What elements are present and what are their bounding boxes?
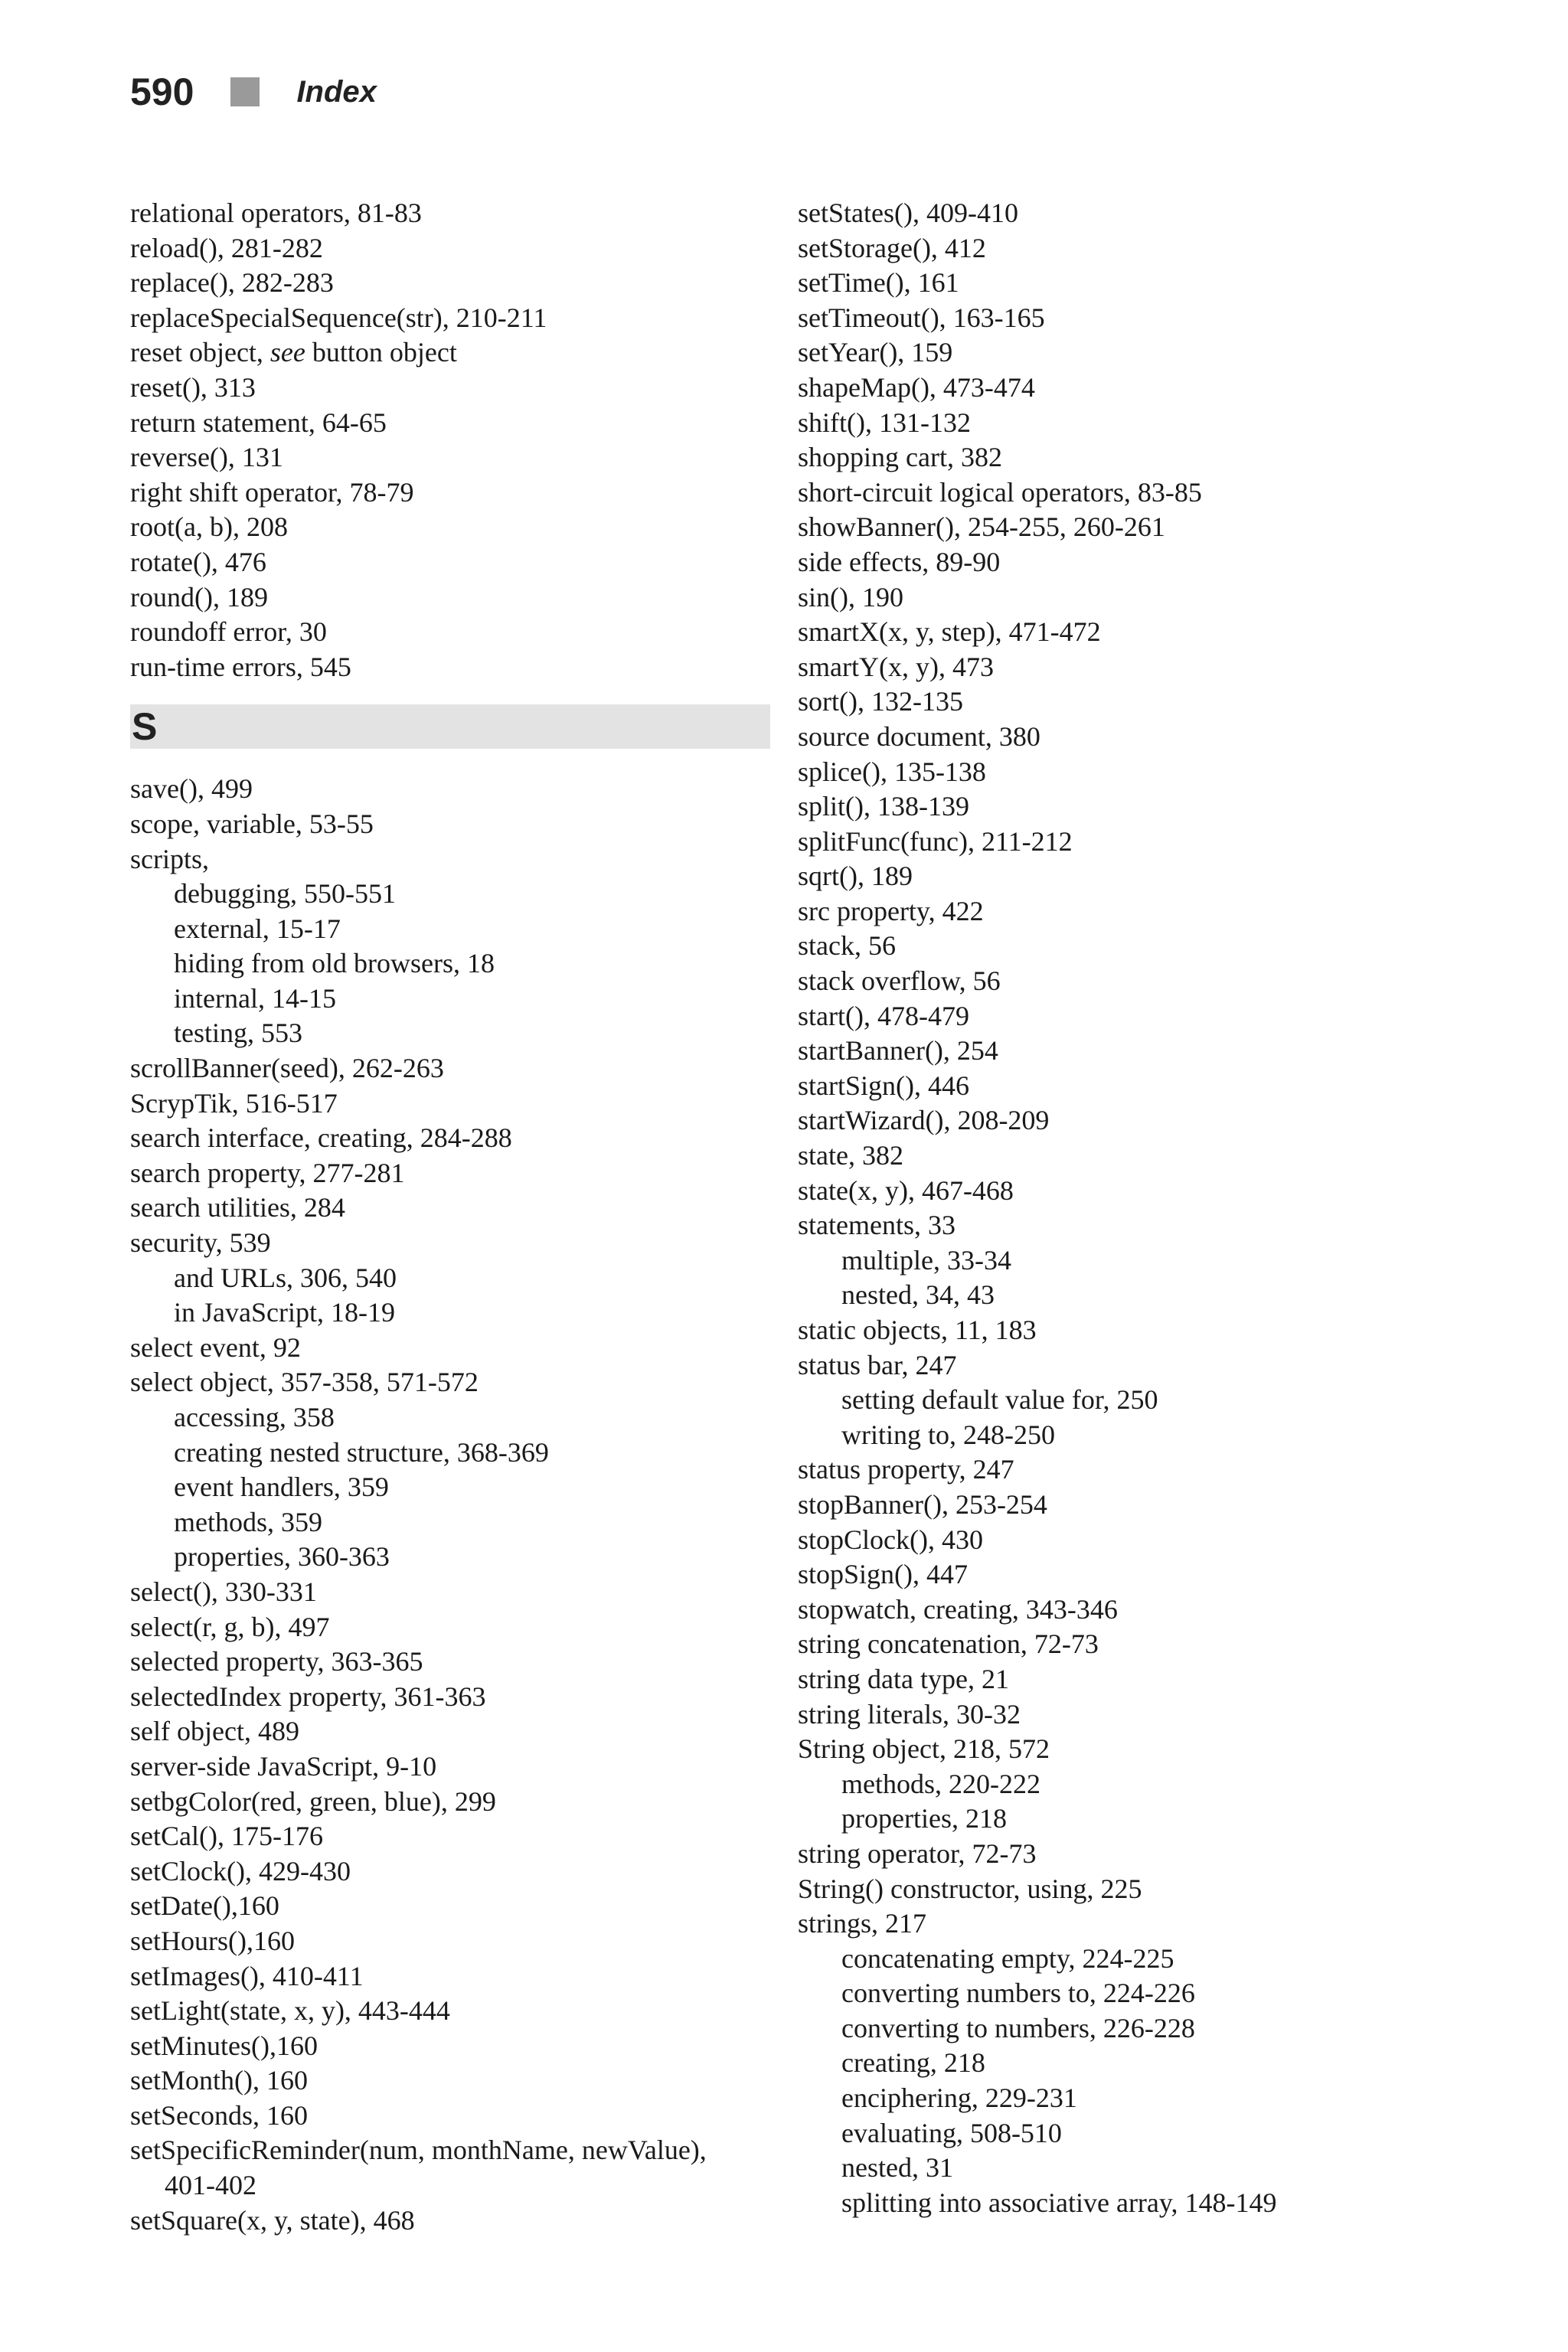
index-entry: source document, 380 <box>798 720 1040 752</box>
index-entry: selected property, 363-365 <box>130 1646 423 1677</box>
index-entry: shapeMap(), 473-474 <box>798 371 1035 403</box>
index-entry: split(), 138-139 <box>798 791 969 822</box>
entry-list <box>798 196 1438 2220</box>
index-entry: search interface, creating, 284-288 <box>130 1122 512 1154</box>
index-entry: stack, 56 <box>798 930 896 962</box>
index-entry: select(r, g, b), 497 <box>130 1611 330 1642</box>
index-entry: select event, 92 <box>130 1331 301 1363</box>
index-entry: smartX(x, y, step), 471-472 <box>798 616 1101 648</box>
index-entry: run-time errors, 545 <box>130 651 351 682</box>
running-head: Index <box>296 74 377 109</box>
index-entry: showBanner(), 254-255, 260-261 <box>798 511 1165 543</box>
index-column-right <box>798 196 1438 2220</box>
index-entry: splitFunc(func), 211-212 <box>798 825 1073 857</box>
index-subentry: testing, 553 <box>174 1018 302 1049</box>
index-entry: root(a, b), 208 <box>130 511 288 543</box>
index-subentry: internal, 14-15 <box>174 982 336 1014</box>
index-entry: setSeconds, 160 <box>130 2099 308 2131</box>
index-subentry: external, 15-17 <box>174 913 341 944</box>
index-entry: status property, 247 <box>798 1454 1014 1485</box>
index-entry: setYear(), 159 <box>798 337 953 368</box>
page-header <box>130 67 377 116</box>
index-subentry: creating, 218 <box>841 2047 985 2079</box>
index-entry: stopwatch, creating, 343-346 <box>798 1593 1118 1625</box>
square-marker-icon <box>230 77 260 106</box>
index-subentry: creating nested structure, 368-369 <box>174 1436 549 1468</box>
index-entry: short-circuit logical operators, 83-85 <box>798 476 1202 508</box>
index-entry: strings, 217 <box>798 1908 927 1939</box>
page-number: 590 <box>130 70 194 113</box>
index-entry: setHours(),160 <box>130 1925 295 1956</box>
index-subentry: concatenating empty, 224-225 <box>841 1942 1174 1974</box>
index-entry: start(), 478-479 <box>798 1000 969 1031</box>
index-entry: security, 539 <box>130 1227 271 1259</box>
index-entry: setSpecificReminder(num, monthName, newValue), <box>130 2135 707 2166</box>
index-subentry: nested, 34, 43 <box>841 1279 995 1311</box>
index-column-left <box>130 196 770 2238</box>
index-subentry: accessing, 358 <box>174 1402 335 1432</box>
index-entry: setDate(),160 <box>130 1890 279 1922</box>
index-entry: setLight(state, x, y), 443-444 <box>130 1995 450 2027</box>
index-entry: setImages(), 410-411 <box>130 1960 364 1991</box>
index-entry: select object, 357-358, 571-572 <box>130 1367 479 1398</box>
index-entry: save(), 499 <box>130 773 253 805</box>
index-entry: replaceSpecialSequence(str), 210-211 <box>130 302 547 333</box>
index-entry: side effects, 89-90 <box>798 546 1001 577</box>
index-entry: setCal(), 175-176 <box>130 1821 323 1852</box>
index-entry: setMinutes(),160 <box>130 2030 318 2061</box>
index-entry: roundoff error, 30 <box>130 616 327 648</box>
index-subentry: setting default value for, 250 <box>841 1384 1158 1416</box>
index-subentry: writing to, 248-250 <box>841 1419 1055 1450</box>
index-entry: round(), 189 <box>130 581 268 612</box>
index-subentry: converting to numbers, 226-228 <box>841 2012 1195 2043</box>
index-entry: shift(), 131-132 <box>798 407 971 438</box>
index-entry: ScrypTik, 516-517 <box>130 1087 338 1119</box>
index-entry: setbgColor(red, green, blue), 299 <box>130 1785 496 1817</box>
index-entry: scrollBanner(seed), 262-263 <box>130 1053 444 1084</box>
index-entry: shopping cart, 382 <box>798 442 1002 473</box>
index-entry: setTimeout(), 163-165 <box>798 302 1045 333</box>
index-entry: string operator, 72-73 <box>798 1838 1037 1869</box>
index-entry: select(), 330-331 <box>130 1576 317 1607</box>
index-entry: startWizard(), 208-209 <box>798 1105 1050 1136</box>
index-entry: reset object, see button object <box>130 337 457 368</box>
index-subentry: enciphering, 229-231 <box>841 2082 1077 2114</box>
index-entry: status bar, 247 <box>798 1349 957 1380</box>
index-subentry: properties, 218 <box>841 1803 1007 1834</box>
index-subentry: event handlers, 359 <box>174 1472 389 1503</box>
index-entry: stopClock(), 430 <box>798 1524 983 1555</box>
index-entry: right shift operator, 78-79 <box>130 476 414 508</box>
index-entry: static objects, 11, 183 <box>798 1315 1037 1345</box>
index-subentry: evaluating, 508-510 <box>841 2117 1062 2148</box>
index-subentry: nested, 31 <box>841 2152 953 2184</box>
index-entry: string concatenation, 72-73 <box>798 1628 1099 1660</box>
index-entry: replace(), 282-283 <box>130 267 334 299</box>
index-subentry: 401-402 <box>165 2170 256 2201</box>
entry-list <box>130 772 770 2238</box>
section-letter-heading: S <box>130 704 770 749</box>
index-subentry: converting numbers to, 224-226 <box>841 1978 1195 2009</box>
index-entry: setClock(), 429-430 <box>130 1855 351 1886</box>
index-entry: statements, 33 <box>798 1210 956 1241</box>
index-subentry: debugging, 550-551 <box>174 878 396 910</box>
index-entry: rotate(), 476 <box>130 546 266 577</box>
index-entry: reload(), 281-282 <box>130 232 323 263</box>
entry-list <box>130 196 770 684</box>
index-entry: setSquare(x, y, state), 468 <box>130 2204 415 2236</box>
index-entry: relational operators, 81-83 <box>130 198 422 228</box>
index-subentry: splitting into associative array, 148-149 <box>841 2187 1277 2218</box>
index-entry: self object, 489 <box>130 1716 299 1747</box>
index-entry: string literals, 30-32 <box>798 1698 1021 1730</box>
index-entry: setTime(), 161 <box>798 267 959 299</box>
index-entry: reset(), 313 <box>130 371 256 403</box>
index-entry: selectedIndex property, 361-363 <box>130 1681 486 1712</box>
index-subentry: properties, 360-363 <box>174 1541 390 1573</box>
index-entry: stack overflow, 56 <box>798 965 1001 997</box>
index-entry: startSign(), 446 <box>798 1070 969 1101</box>
index-entry: reverse(), 131 <box>130 442 283 473</box>
index-subentry: methods, 359 <box>174 1506 322 1537</box>
index-entry: src property, 422 <box>798 895 984 926</box>
index-entry: setMonth(), 160 <box>130 2065 308 2096</box>
index-entry: sqrt(), 189 <box>798 861 913 892</box>
index-entry: server-side JavaScript, 9-10 <box>130 1750 437 1782</box>
index-subentry: hiding from old browsers, 18 <box>174 948 495 979</box>
index-entry: state, 382 <box>798 1140 903 1171</box>
index-entry: startBanner(), 254 <box>798 1035 998 1067</box>
index-entry: String object, 218, 572 <box>798 1733 1050 1765</box>
index-entry: stopSign(), 447 <box>798 1559 969 1590</box>
index-entry: setStates(), 409-410 <box>798 198 1018 228</box>
index-subentry: methods, 220-222 <box>841 1768 1040 1799</box>
index-entry: splice(), 135-138 <box>798 756 986 787</box>
index-entry: return statement, 64-65 <box>130 407 387 438</box>
index-entry: search utilities, 284 <box>130 1192 345 1223</box>
index-subentry: in JavaScript, 18-19 <box>174 1297 395 1328</box>
index-entry: scripts, <box>130 843 209 874</box>
index-entry: scope, variable, 53-55 <box>130 808 374 839</box>
index-entry: search property, 277-281 <box>130 1157 405 1188</box>
index-entry: string data type, 21 <box>798 1663 1009 1694</box>
index-subentry: multiple, 33-34 <box>841 1244 1011 1276</box>
index-entry: sin(), 190 <box>798 581 903 612</box>
index-entry: stopBanner(), 253-254 <box>798 1488 1047 1520</box>
index-entry: sort(), 132-135 <box>798 686 963 717</box>
index-entry: String() constructor, using, 225 <box>798 1873 1142 1904</box>
index-entry: smartY(x, y), 473 <box>798 651 994 682</box>
index-entry: state(x, y), 467-468 <box>798 1174 1014 1206</box>
index-entry: setStorage(), 412 <box>798 232 986 263</box>
index-subentry: and URLs, 306, 540 <box>174 1262 397 1293</box>
